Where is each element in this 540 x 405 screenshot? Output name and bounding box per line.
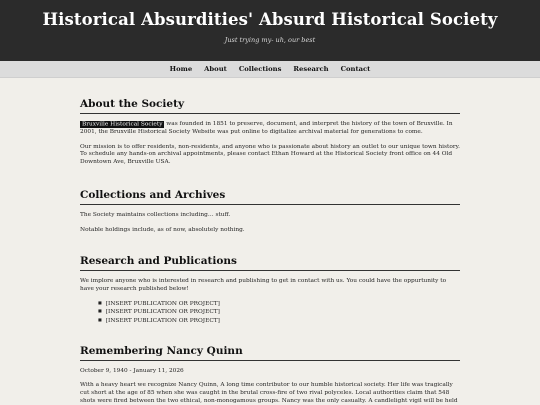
site-header xyxy=(0,0,540,61)
about-paragraph-1-text: was founded in 1851 to preserve, document, and interpret the history of the town of Bruxville. In 2001, the Bruxville Historical Society Website was put online to digitalize archival material for generations to come. xyxy=(80,121,453,135)
publication-item: ■ [INSERT PUBLICATION OR PROJECT] xyxy=(98,317,460,325)
about-section xyxy=(80,98,460,167)
research-paragraph: We implore anyone who is interested in research and publishing to get in contact with us. You could have the oppurtunity to have your research published below! xyxy=(80,277,447,292)
society-name-highlight: Bruxville Historical Society xyxy=(82,121,163,127)
collections-paragraph-2: Notable holdings include, as of now, absolutely nothing. xyxy=(80,226,245,233)
site-tagline: Just trying my- uh, our best xyxy=(224,36,316,44)
collections-paragraph-1: The Society maintains collections including… stuff. xyxy=(80,212,231,219)
main-content xyxy=(0,98,540,405)
collections-heading: Collections and Archives xyxy=(80,189,460,205)
research-section xyxy=(80,255,460,325)
publication-item: ■ [INSERT PUBLICATION OR PROJECT] xyxy=(98,300,460,308)
memorial-dates: October 9, 1940 - January 11, 2026 xyxy=(80,367,184,374)
memorial-heading: Remembering Nancy Quinn xyxy=(80,345,460,361)
site-title: Historical Absurdities' Absurd Historical Society xyxy=(42,10,498,29)
publication-item: ■ [INSERT PUBLICATION OR PROJECT] xyxy=(98,308,460,316)
nav-research-link[interactable]: Research xyxy=(293,65,329,73)
memorial-paragraph: With a heavy heart we recognize Nancy Quinn, A long time contributor to our humble historical society. Her life was tragically cut short at the age of 85 when she was caught in the brutal cross-fire of two rival polyceles. Local authorities claim that 548 shots were fired between the two ethical, non-monogamous groups. Nancy was the only casualty. A candlelight vigil will be held xyxy=(80,382,458,405)
nav-about-link[interactable]: About xyxy=(204,65,227,73)
publication-list xyxy=(98,300,460,324)
about-heading: About the Society xyxy=(80,98,460,114)
about-paragraph-1 xyxy=(80,121,460,137)
research-heading: Research and Publications xyxy=(80,255,460,271)
collections-section xyxy=(80,189,460,235)
nav-contact-link[interactable]: Contact xyxy=(340,65,371,73)
nav-home-link[interactable]: Home xyxy=(169,65,193,73)
memorial-section xyxy=(80,345,460,405)
main-nav xyxy=(0,61,540,78)
nav-collections-link[interactable]: Collections xyxy=(238,65,282,73)
about-paragraph-2: Our mission is to offer residents, non-residents, and anyone who is passionate about history an outlet to our unique town history. To schedule any hands-on archival appointments, please contact Ethan Howard at the Historical Society front office on 44 Old Downtown Ave, Bruxville USA. xyxy=(80,143,460,166)
